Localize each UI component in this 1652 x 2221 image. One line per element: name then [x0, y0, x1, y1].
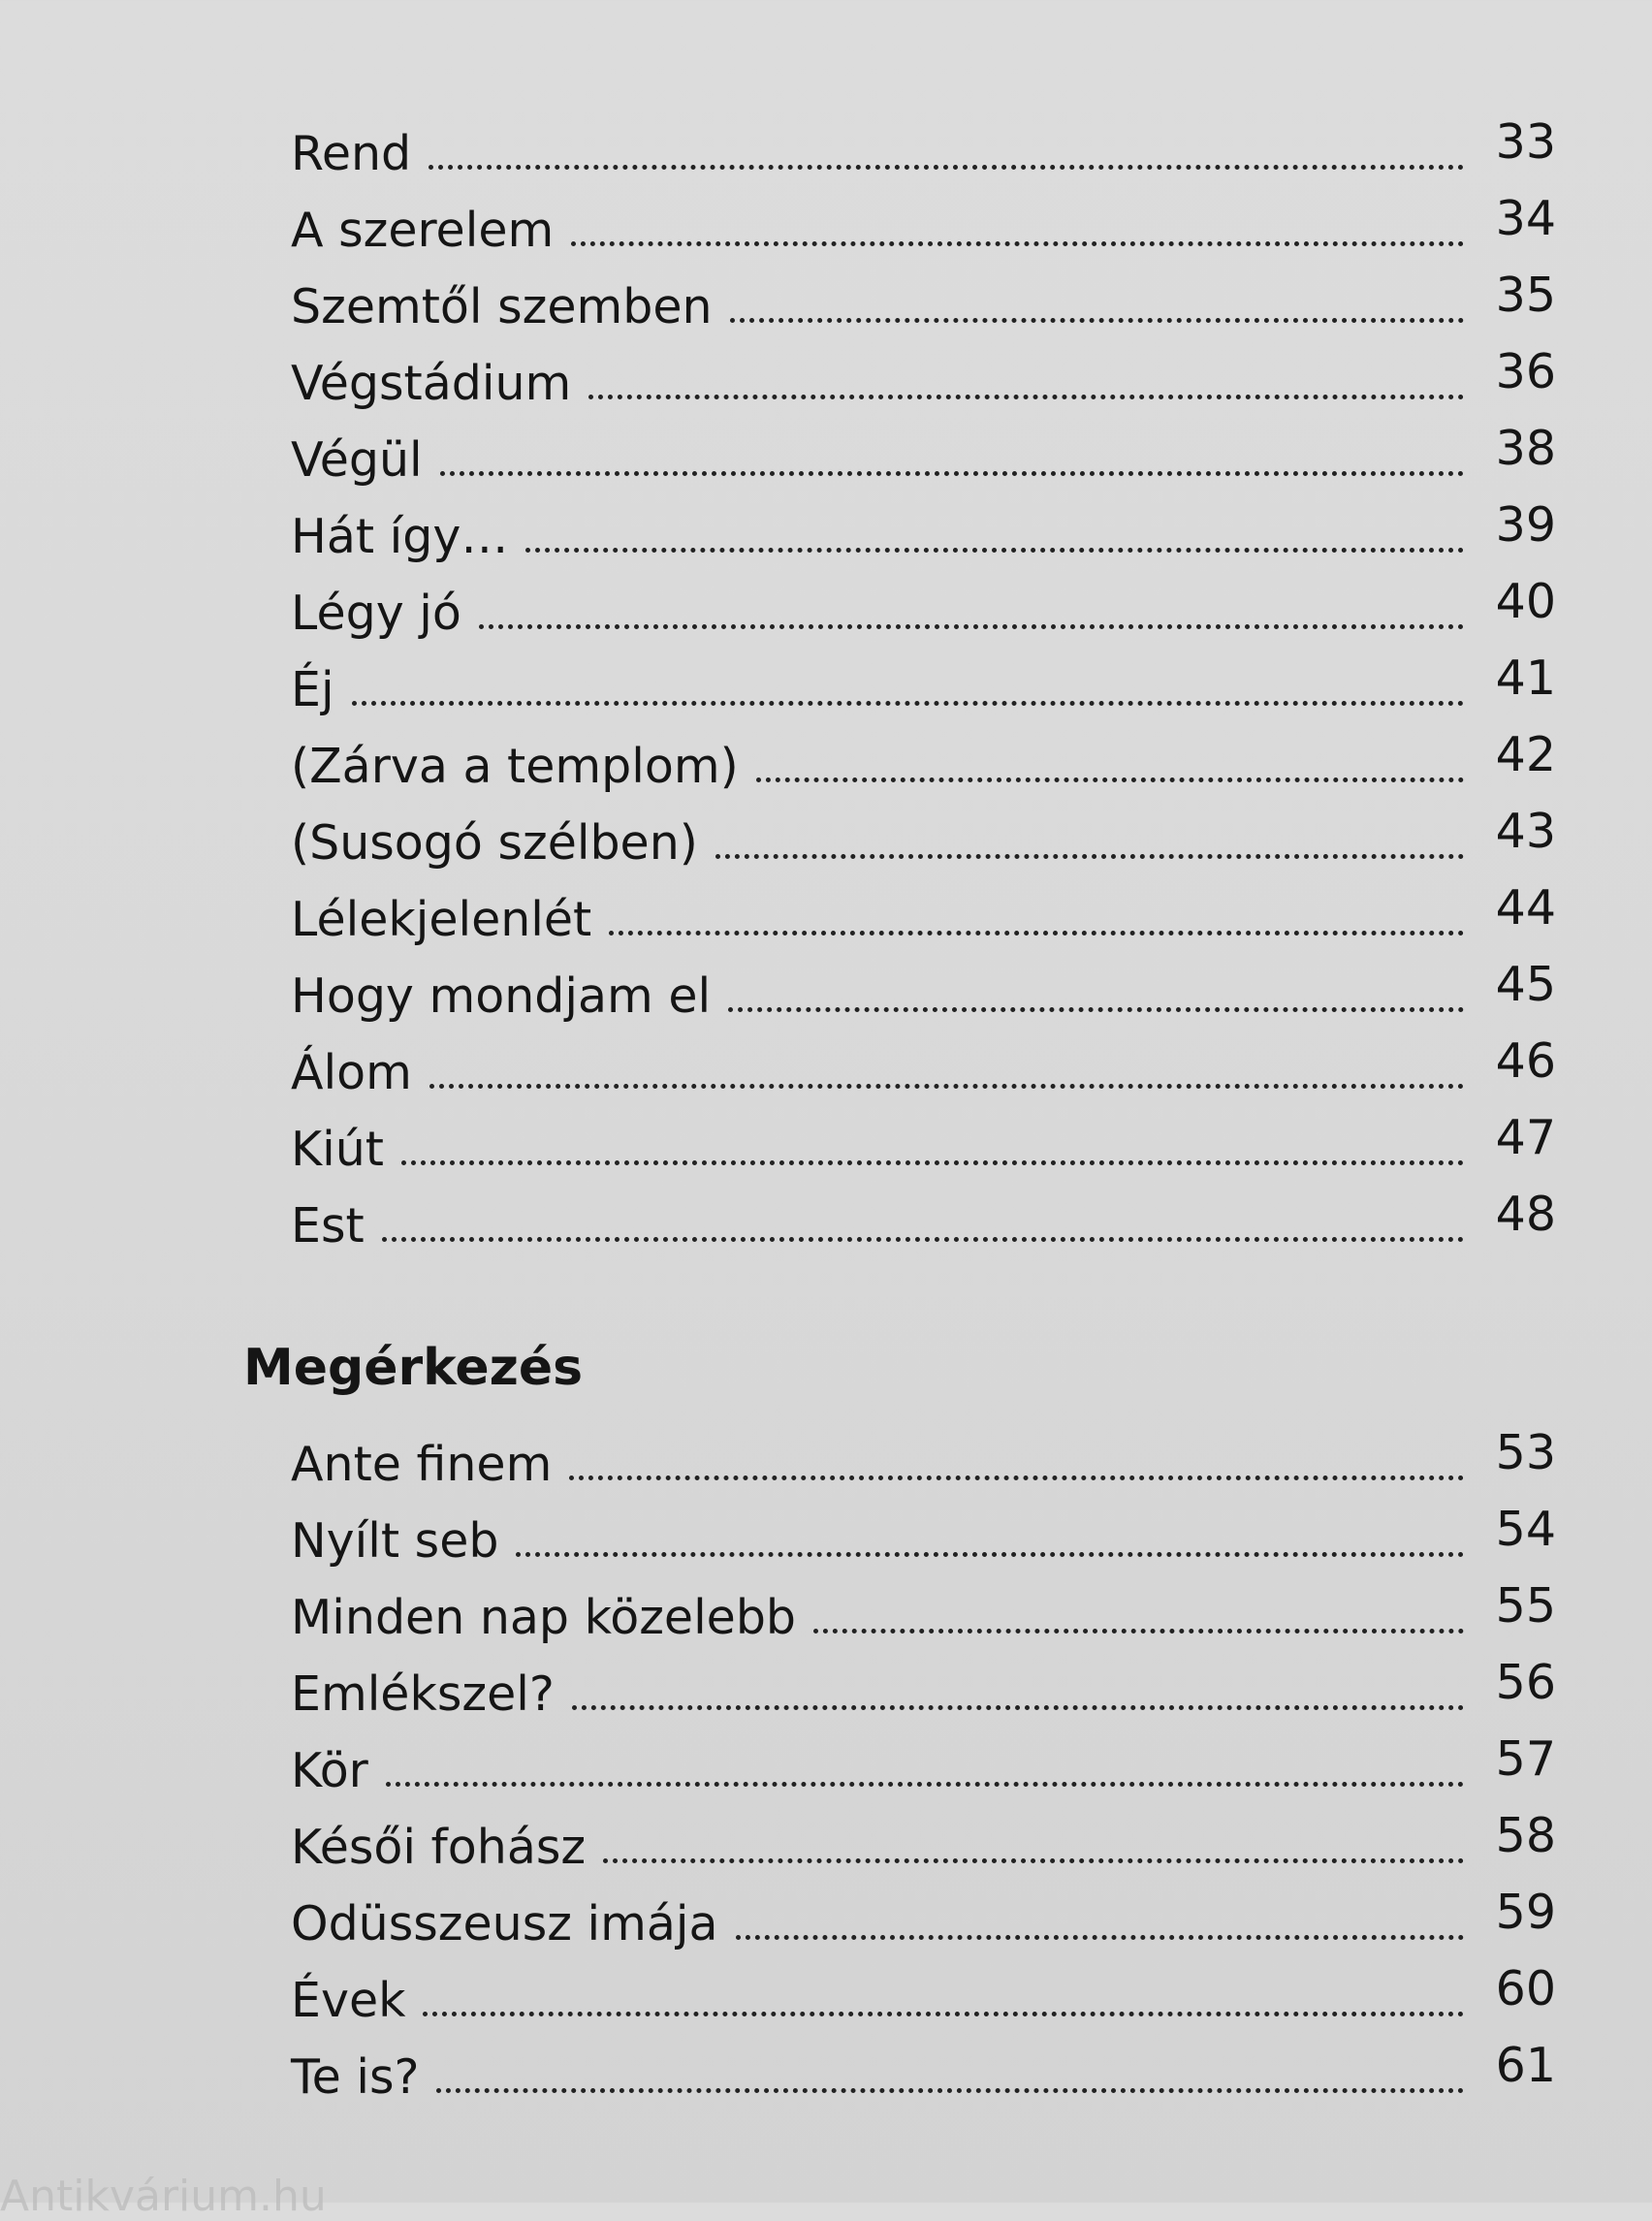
toc-entry [291, 336, 1556, 413]
dot-leader [525, 548, 1464, 553]
toc-entry [291, 949, 1556, 1026]
toc-entry [291, 1179, 1556, 1255]
toc-entry [291, 1647, 1556, 1724]
toc-entry-page-number: 33 [1495, 114, 1556, 170]
toc-entry-title: Késői fohász [291, 1820, 587, 1875]
dot-leader [440, 471, 1464, 476]
toc-entry-title: Légy jó [291, 586, 461, 641]
dot-leader [352, 701, 1464, 706]
dot-leader [569, 1475, 1464, 1480]
toc-entry [291, 1571, 1556, 1647]
toc-entry-title: Odüsszeusz imája [291, 1896, 718, 1951]
toc-entry [291, 1953, 1556, 2030]
toc-entry-title: Hogy mondjam el [291, 968, 712, 1024]
toc-entry-page-number: 38 [1495, 421, 1556, 476]
dot-leader [572, 1705, 1464, 1710]
toc-entry-title: Nyílt seb [291, 1513, 499, 1569]
toc-entry [291, 1877, 1556, 1953]
toc-entry [291, 1102, 1556, 1179]
table-of-contents-first-group [291, 107, 1556, 1255]
dot-leader [736, 1935, 1464, 1940]
watermark: Antikvárium.hu [0, 2172, 327, 2221]
toc-entry [291, 260, 1556, 336]
dot-leader [609, 931, 1464, 936]
toc-entry-page-number: 61 [1495, 2038, 1556, 2093]
toc-entry-page-number: 36 [1495, 344, 1556, 399]
toc-entry-page-number: 48 [1495, 1187, 1556, 1242]
toc-entry [291, 1724, 1556, 1800]
dot-leader [603, 1858, 1464, 1863]
dot-leader [429, 165, 1464, 170]
dot-leader [429, 1084, 1464, 1089]
toc-entry [291, 719, 1556, 796]
toc-entry-page-number: 34 [1495, 191, 1556, 246]
toc-entry-title: Te is? [291, 2049, 420, 2105]
toc-entry-page-number: 55 [1495, 1578, 1556, 1634]
dot-leader [382, 1237, 1464, 1242]
dot-leader [479, 624, 1464, 629]
toc-entry-page-number: 46 [1495, 1033, 1556, 1089]
toc-entry-title: Szemtől szemben [291, 279, 713, 334]
toc-entry-title: Végül [291, 432, 423, 488]
toc-entry-title: Kiút [291, 1122, 385, 1177]
toc-entry [291, 183, 1556, 260]
toc-entry-title: (Zárva a templom) [291, 739, 739, 794]
dot-leader [516, 1552, 1464, 1557]
toc-entry-title: Évek [291, 1973, 406, 2028]
dot-leader [715, 854, 1464, 859]
dot-leader [423, 2012, 1464, 2016]
toc-entry-title: Minden nap közelebb [291, 1590, 797, 1645]
toc-entry-page-number: 60 [1495, 1961, 1556, 2016]
toc-entry-title: Emlékszel? [291, 1666, 555, 1722]
toc-entry [291, 796, 1556, 873]
toc-entry [291, 566, 1556, 643]
toc-entry [291, 490, 1556, 566]
dot-leader [588, 395, 1464, 399]
toc-entry-title: Álom [291, 1045, 412, 1100]
section-heading: Megérkezés [243, 1339, 584, 1397]
toc-entry-title: Éj [291, 662, 334, 717]
toc-entry-title: Est [291, 1198, 365, 1253]
toc-entry [291, 1800, 1556, 1877]
toc-entry-title: Hát így… [291, 509, 509, 564]
toc-entry [291, 873, 1556, 949]
toc-entry [291, 643, 1556, 719]
toc-entry-page-number: 40 [1495, 574, 1556, 629]
toc-entry-page-number: 53 [1495, 1425, 1556, 1480]
toc-entry-page-number: 35 [1495, 268, 1556, 323]
toc-entry [291, 1494, 1556, 1571]
toc-entry [291, 1417, 1556, 1494]
toc-entry-title: Végstádium [291, 356, 572, 411]
toc-entry-title: Kör [291, 1743, 368, 1798]
toc-entry-page-number: 59 [1495, 1885, 1556, 1940]
toc-entry [291, 2030, 1556, 2107]
table-of-contents-second-group [291, 1417, 1556, 2107]
dot-leader [436, 2088, 1464, 2093]
toc-entry-page-number: 58 [1495, 1808, 1556, 1863]
toc-entry-title: (Susogó szélben) [291, 815, 698, 871]
toc-entry-page-number: 45 [1495, 957, 1556, 1012]
toc-entry [291, 1026, 1556, 1102]
toc-entry-title: Ante finem [291, 1437, 553, 1492]
toc-entry [291, 107, 1556, 183]
toc-entry-title: A szerelem [291, 203, 555, 258]
dot-leader [730, 318, 1464, 323]
toc-entry-page-number: 39 [1495, 497, 1556, 553]
dot-leader [728, 1007, 1464, 1012]
dot-leader [401, 1160, 1464, 1165]
toc-entry-page-number: 42 [1495, 727, 1556, 782]
dot-leader [571, 241, 1464, 246]
toc-entry-page-number: 44 [1495, 880, 1556, 936]
toc-entry-page-number: 43 [1495, 804, 1556, 859]
toc-entry-page-number: 54 [1495, 1502, 1556, 1557]
dot-leader [386, 1782, 1464, 1787]
toc-entry-page-number: 56 [1495, 1655, 1556, 1710]
dot-leader [756, 777, 1464, 782]
toc-entry-title: Lélekjelenlét [291, 892, 592, 947]
toc-entry-page-number: 57 [1495, 1731, 1556, 1787]
dot-leader [813, 1629, 1464, 1634]
toc-entry-page-number: 47 [1495, 1110, 1556, 1165]
toc-entry-page-number: 41 [1495, 650, 1556, 706]
toc-entry-title: Rend [291, 126, 412, 181]
toc-entry [291, 413, 1556, 490]
